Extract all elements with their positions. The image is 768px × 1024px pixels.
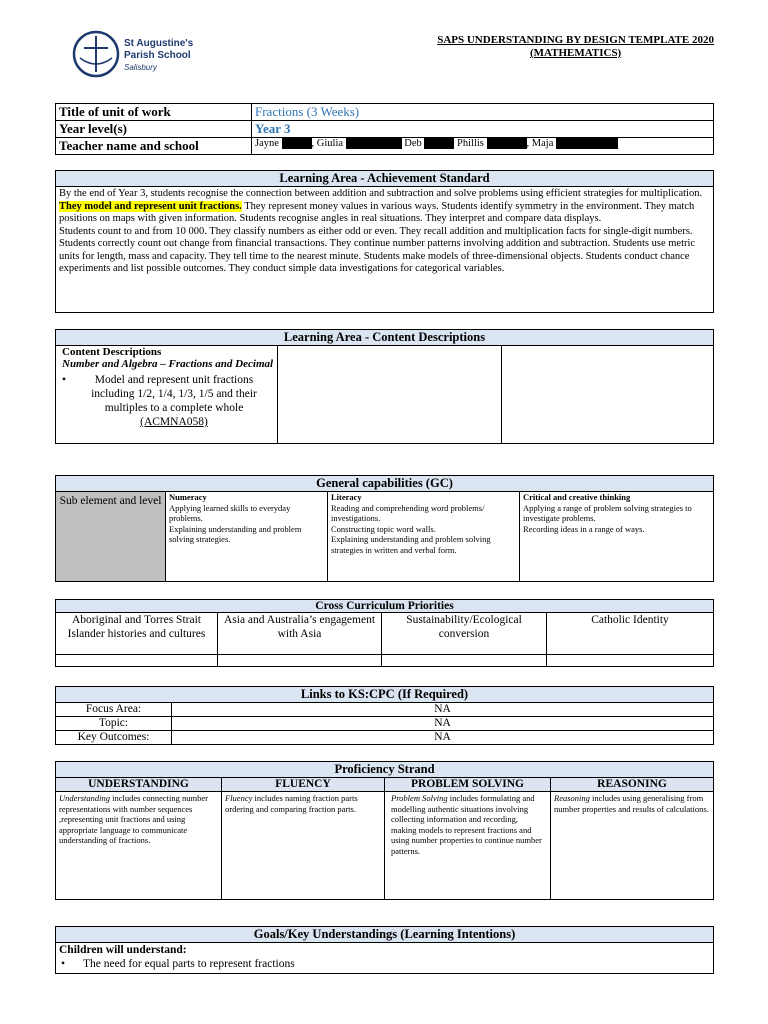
problem-solving-text: Problem Solving includes formulating and modelling authentic situations involving collecting information and recording, making models to represent fractions and using number properties to continue number patterns.	[385, 792, 551, 900]
kscpc-table	[55, 686, 714, 745]
achievement-highlight: They model and represent unit fractions.	[59, 200, 242, 212]
bullet-icon: •	[62, 374, 67, 386]
content-code: (ACMNA058)	[140, 416, 208, 428]
unit-title-label: Title of unit of work	[56, 104, 252, 121]
reasoning-text: Reasoning includes using generalising from number properties and results of calculations.	[551, 792, 714, 900]
teacher-label: Teacher name and school	[56, 138, 252, 155]
gc-literacy-title: Literacy	[331, 492, 362, 502]
teacher-5: , Maja	[526, 138, 554, 149]
achievement-standard-table	[55, 170, 714, 313]
gc-critical-text: Applying a range of problem solving strategies to investigate problems. Recording ideas in a range of ways.	[523, 502, 692, 534]
gc-header: General capabilities (GC)	[56, 476, 714, 492]
col-problem-solving: PROBLEM SOLVING	[385, 778, 551, 792]
fluency-text: Fluency includes naming fraction parts ordering and comparing fraction parts.	[222, 792, 385, 900]
general-capabilities-table	[55, 475, 714, 582]
col-fluency: FLUENCY	[222, 778, 385, 792]
gc-literacy-text: Reading and comprehending word problems/ investigations. Constructing topic word walls. Explaining understanding and problem solving strategies in written and verbal form.	[331, 502, 491, 555]
teacher-4: Phillis	[457, 138, 484, 149]
gc-literacy	[328, 492, 520, 582]
redaction	[282, 138, 312, 149]
teacher-1: Jayne	[255, 138, 279, 149]
ccp-empty-cell	[382, 655, 547, 667]
goals-bullet-text: The need for equal parts to represent fractions	[83, 958, 295, 970]
kscpc-focus-label: Focus Area:	[56, 703, 172, 717]
teacher-2: , Giulia	[311, 138, 344, 149]
redaction	[487, 138, 527, 149]
ccp-empty-cell	[547, 655, 714, 667]
goals-bullet	[59, 957, 710, 971]
school-logo	[68, 20, 204, 88]
redaction	[556, 138, 618, 149]
ccp-asia: Asia and Australia’s engagement with Asia	[218, 613, 382, 655]
redaction	[424, 138, 454, 149]
kscpc-topic-label: Topic:	[56, 717, 172, 731]
bullet-icon: •	[61, 958, 66, 970]
kscpc-topic-value: NA	[172, 717, 714, 731]
cross-curriculum-table	[55, 599, 714, 667]
gc-numeracy	[166, 492, 328, 582]
teacher-3: Deb	[404, 138, 422, 149]
gc-numeracy-title: Numeracy	[169, 492, 207, 502]
content-bullet-text: Model and represent unit fractions including 1/2, 1/4, 1/3, 1/5 and their multiples to a complete whole (ACMNA058)	[91, 374, 257, 428]
ccp-sustainability: Sustainability/Ecological conversion	[382, 613, 547, 655]
goals-table	[55, 926, 714, 974]
gc-critical	[520, 492, 714, 582]
kscpc-header: Links to KS:CPC (If Required)	[56, 687, 714, 703]
unit-title-value: Fractions (3 Weeks)	[252, 104, 714, 121]
content-bullet	[62, 373, 274, 429]
understanding-text: Understanding includes connecting number representations with number sequences ,representing unit fractions and using appropriate language to communicate understanding of fractions.	[56, 792, 222, 900]
logo-place: Salisbury	[124, 63, 157, 72]
col-reasoning: REASONING	[551, 778, 714, 792]
gc-sub-label: Sub element and level	[56, 492, 166, 582]
col-understanding: UNDERSTANDING	[56, 778, 222, 792]
ccp-empty-cell	[218, 655, 382, 667]
unit-info-table	[55, 103, 714, 155]
content-descriptions-table	[55, 329, 714, 444]
proficiency-table	[55, 761, 714, 900]
content-label: Content Descriptions	[62, 346, 162, 358]
content-header: Learning Area - Content Descriptions	[56, 330, 714, 346]
gc-numeracy-text: Applying learned skills to everyday problems. Explaining understanding and problem solving strategies.	[169, 502, 302, 544]
gc-critical-title: Critical and creative thinking	[523, 492, 631, 502]
achievement-text-3: Students count to and from 10 000. They classify numbers as either odd or even. They recall addition and multiplication facts for single-digit numbers. Students correctly count out change from financial transactions. They continue number patterns involving addition and subtraction. Students use metric units for length, mass and capacity. They tell time to the nearest minute. Students make models of three-dimensional objects. Students conduct chance experiments and list possible outcomes. They conduct simple data investigations for categorical variables.	[59, 225, 696, 274]
template-title-line2: (MATHEMATICS)	[529, 47, 622, 59]
teacher-names	[252, 138, 714, 155]
achievement-text-2: They represent money values in various ways. Students identify symmetry in the environment. They match positions on maps with given information. Students recognise angles in real situations. They interpret and compare data displays.	[59, 200, 695, 224]
goals-cell	[56, 943, 714, 974]
ccp-empty-cell	[56, 655, 218, 667]
ccp-aboriginal: Aboriginal and Torres Strait Islander histories and cultures	[56, 613, 218, 655]
year-level-label: Year level(s)	[56, 121, 252, 138]
template-title-line1: SAPS UNDERSTANDING BY DESIGN TEMPLATE 2020	[437, 34, 714, 46]
ccp-header: Cross Curriculum Priorities	[56, 600, 714, 613]
ccp-catholic: Catholic Identity	[547, 613, 714, 655]
content-empty-cell	[502, 346, 714, 444]
proficiency-header: Proficiency Strand	[56, 762, 714, 778]
logo-name-line1: St Augustine's	[124, 38, 194, 49]
achievement-text-1: By the end of Year 3, students recognise the connection between addition and subtraction and solve problems using efficient strategies for multiplication.	[59, 188, 703, 199]
kscpc-outcomes-value: NA	[172, 731, 714, 745]
content-cell	[56, 346, 278, 444]
achievement-header: Learning Area - Achievement Standard	[56, 171, 714, 187]
goals-sub: Children will understand:	[59, 944, 187, 956]
achievement-text	[56, 187, 714, 313]
kscpc-outcomes-label: Key Outcomes:	[56, 731, 172, 745]
logo-name-line2: Parish School	[124, 50, 191, 61]
kscpc-focus-value: NA	[172, 703, 714, 717]
redaction	[346, 138, 402, 149]
content-empty-cell	[278, 346, 502, 444]
content-strand: Number and Algebra – Fractions and Decimal	[62, 358, 274, 370]
year-level-value: Year 3	[252, 121, 714, 138]
template-title	[437, 34, 714, 60]
goals-header: Goals/Key Understandings (Learning Intentions)	[56, 927, 714, 943]
